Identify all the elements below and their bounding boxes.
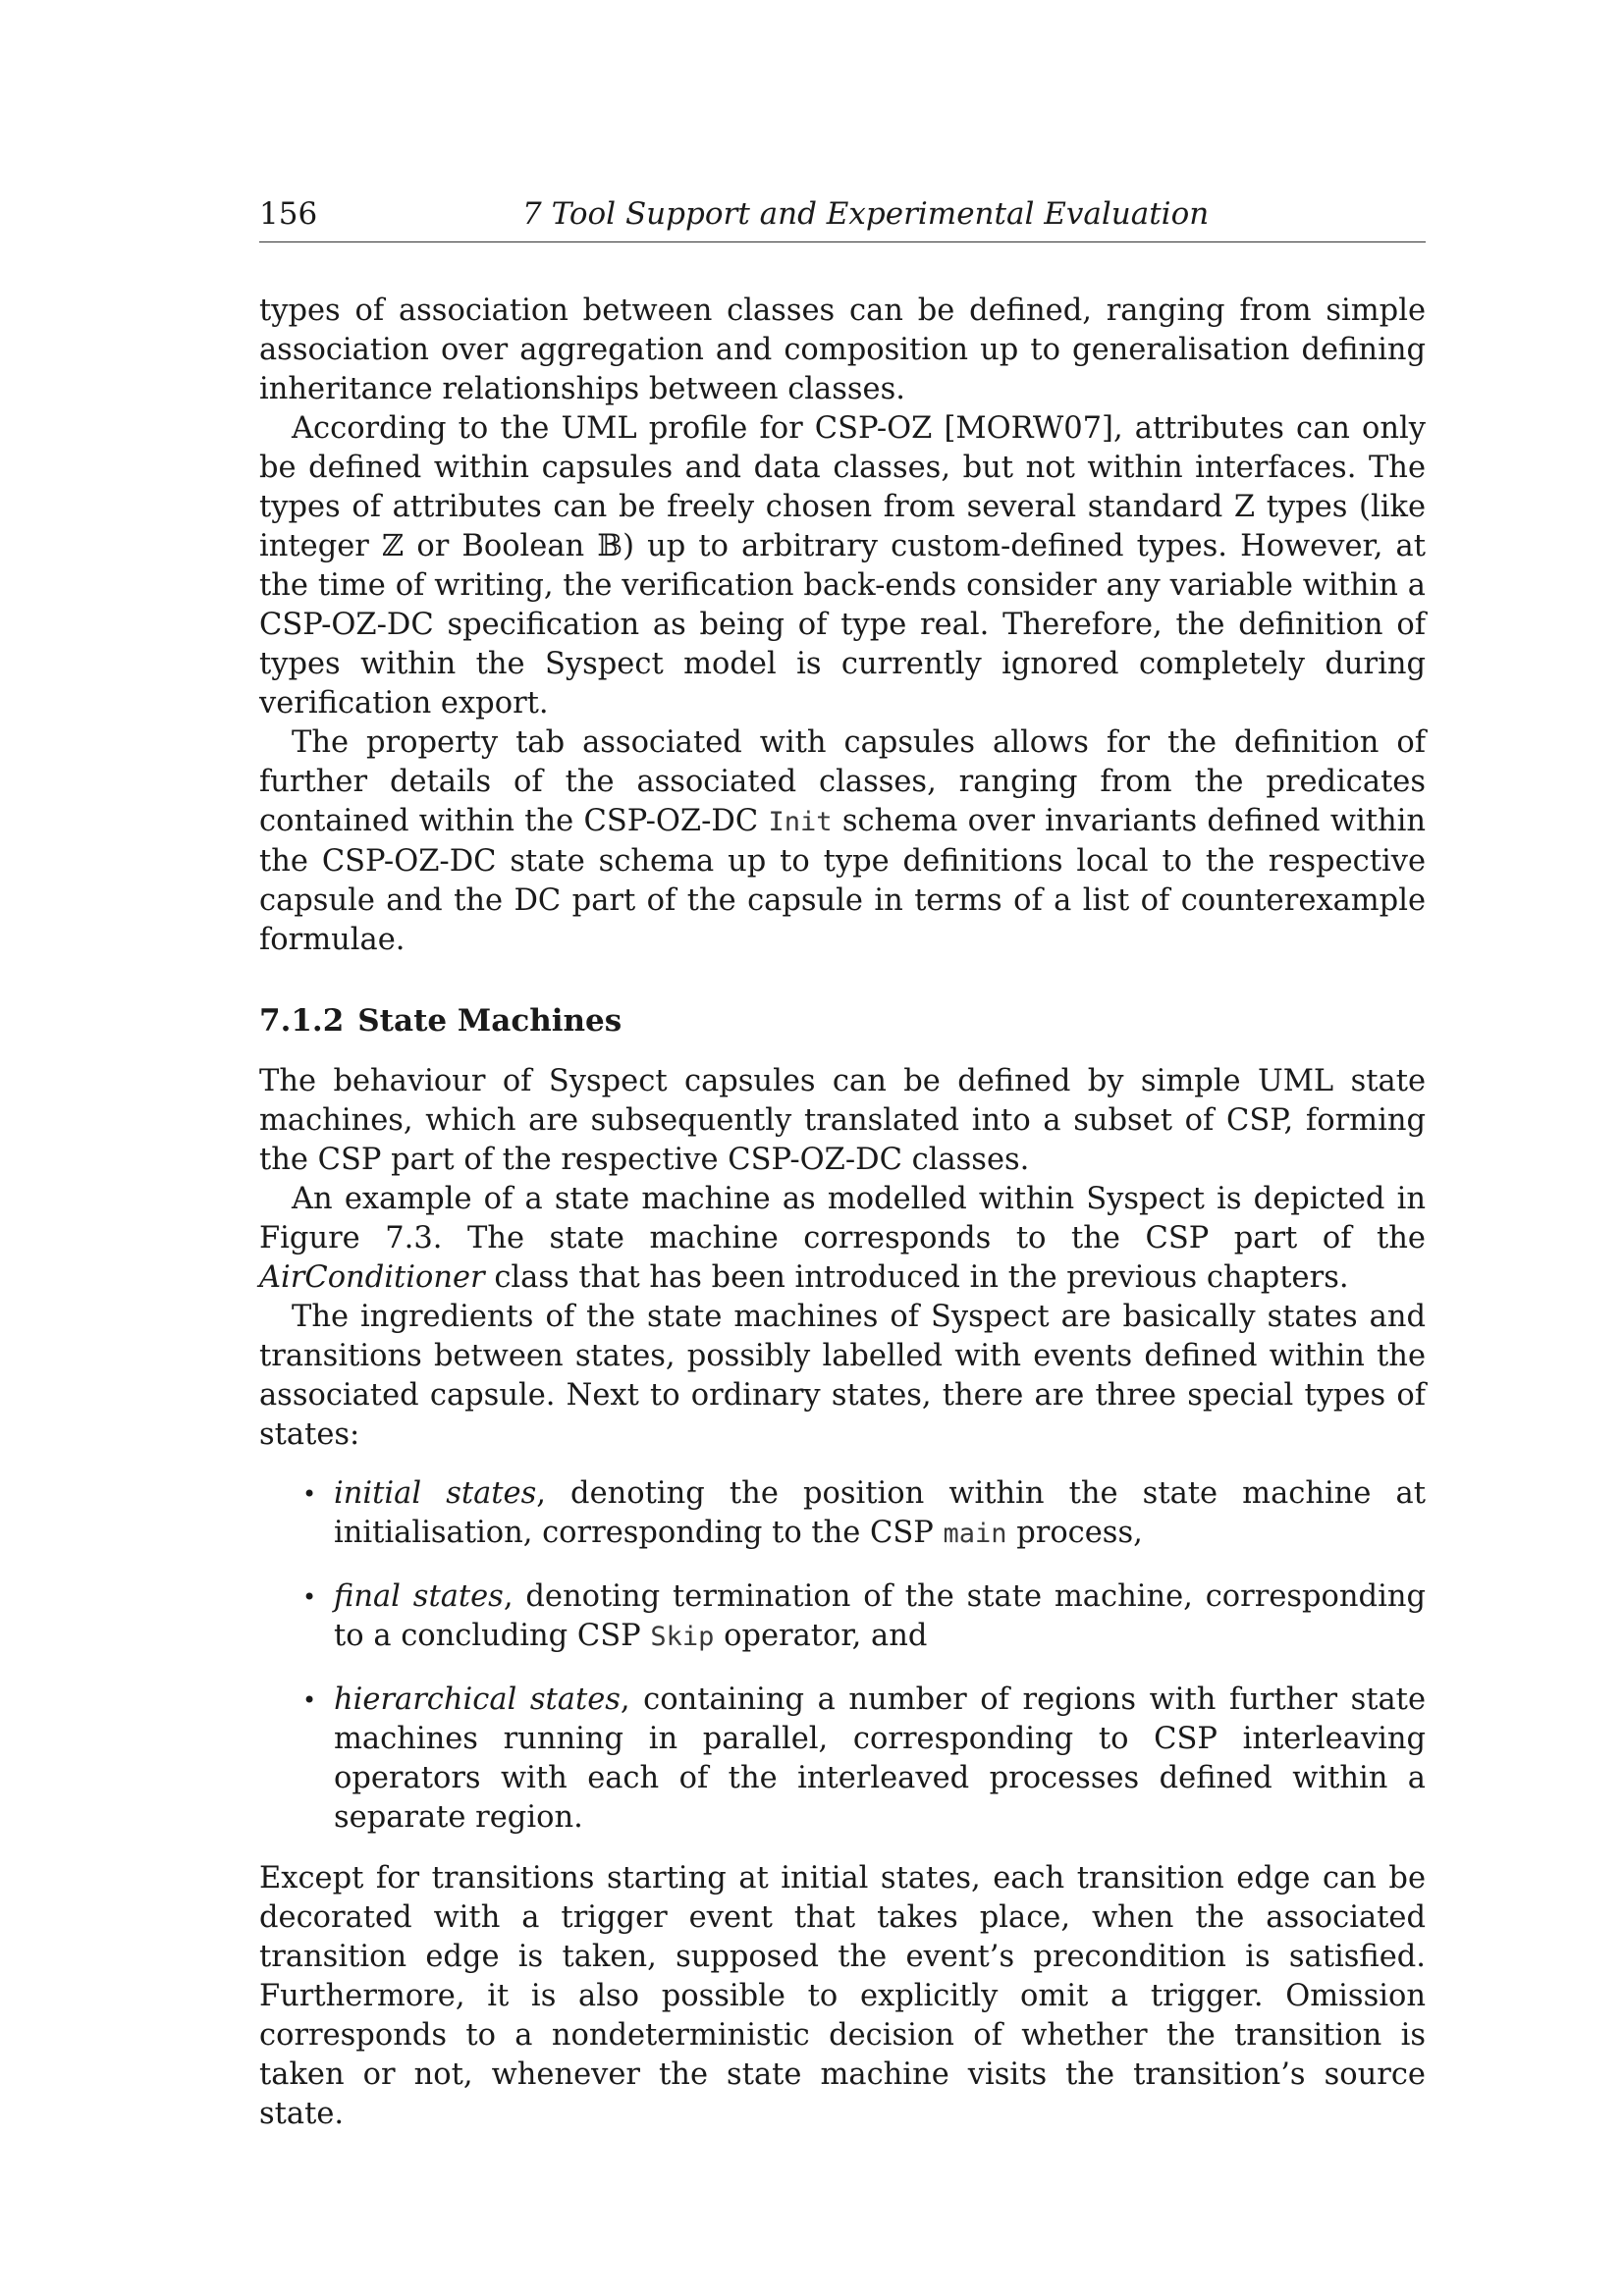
running-title: 7 Tool Support and Experimental Evaluation — [522, 196, 1210, 232]
bullet-icon: • — [302, 1583, 317, 1611]
section-heading — [259, 1001, 1426, 1041]
paragraph-property-tab — [259, 723, 1426, 960]
bullet-icon: • — [302, 1480, 317, 1508]
paragraph-text: The property tab associated with capsules allows for the definition of further details of the associated classes, ranging from the predicates contained within the CSP-OZ-DC — [259, 725, 1426, 838]
body-text — [259, 292, 1426, 2134]
class-name-italic: AirConditioner — [259, 1260, 485, 1295]
list-item — [259, 1474, 1426, 1554]
list-item-term: final states — [334, 1579, 504, 1614]
list-item — [259, 1577, 1426, 1657]
list-item-text: operator, and — [714, 1619, 928, 1653]
code-main: main — [943, 1519, 1007, 1549]
paragraph-text: schema over invariants defined within the CSP-OZ-DC state schema up to type definitions local to the respective capsule and the DC part of the capsule in terms of a list of counterexample formulae. — [259, 804, 1426, 957]
state-types-list — [259, 1474, 1426, 1838]
code-skip: Skip — [650, 1622, 715, 1652]
book-page — [259, 187, 1426, 2134]
paragraph-example — [259, 1180, 1426, 1298]
paragraph-attributes: According to the UML profile for CSP-OZ [MORW07], attributes can only be defined within capsules and data classes, but not within interfaces. The types of attributes can be freely chosen from several standard Z types (like integer ℤ or Boolean 𝔹) up to arbitrary custom-defined types. However, at the time of writing, the verification back-ends consider any variable within a CSP-OZ-DC specification as being of type real. Therefore, the definition of types within the Syspect model is currently ignored completely during verification export. — [259, 411, 1426, 721]
paragraph-behaviour: The behaviour of Syspect capsules can be defined by simple UML state machines, which are subsequently translated into a subset of CSP, forming the CSP part of the respective CSP-OZ-DC classes. — [259, 1064, 1426, 1177]
bullet-icon: • — [302, 1686, 317, 1714]
list-item-text: , containing a number of regions with further state machines running in parallel, corresponding to CSP interleaving operators with each of the interleaved processes defined within a separate region. — [334, 1682, 1426, 1835]
code-init: Init — [768, 807, 833, 837]
paragraph-association-types: types of association between classes can be defined, ranging from simple association over aggregation and composition up to generalisation defining inheritance relationships between classes. — [259, 294, 1426, 406]
section-title: State Machines — [357, 1003, 623, 1039]
paragraph-transitions: Except for transitions starting at initial states, each transition edge can be decorated with a trigger event that takes place, when the associated transition edge is taken, supposed the event’s precondition is satisfied. Furthermore, it is also possible to explicitly omit a trigger. Omission corresponds to a nondeterministic decision of whether the transition is taken or not, whenever the state machine visits the transition’s source state. — [259, 1861, 1426, 2131]
list-item-term: hierarchical states — [334, 1682, 621, 1717]
page-number: 156 — [259, 196, 318, 232]
list-item-text: process, — [1006, 1516, 1143, 1550]
list-item-term: initial states — [334, 1476, 537, 1511]
paragraph-ingredients: The ingredients of the state machines of Syspect are basically states and transitions between states, possibly labelled with events defined within the associated capsule. Next to ordinary states, there are three special types of states: — [259, 1300, 1426, 1452]
list-item — [259, 1681, 1426, 1838]
section-number: 7.1.2 — [259, 1003, 345, 1039]
paragraph-text: class that has been introduced in the previous chapters. — [484, 1260, 1349, 1295]
list-item-text: , denoting termination of the state machine, corresponding to a concluding CSP — [334, 1579, 1427, 1653]
paragraph-text: An example of a state machine as modelled within Syspect is depicted in Figure 7.3. The state machine corresponds to the CSP part of the — [259, 1182, 1426, 1255]
running-header — [259, 187, 1426, 242]
list-item-text: , denoting the position within the state machine at initialisation, corresponding to the CSP — [334, 1476, 1426, 1550]
